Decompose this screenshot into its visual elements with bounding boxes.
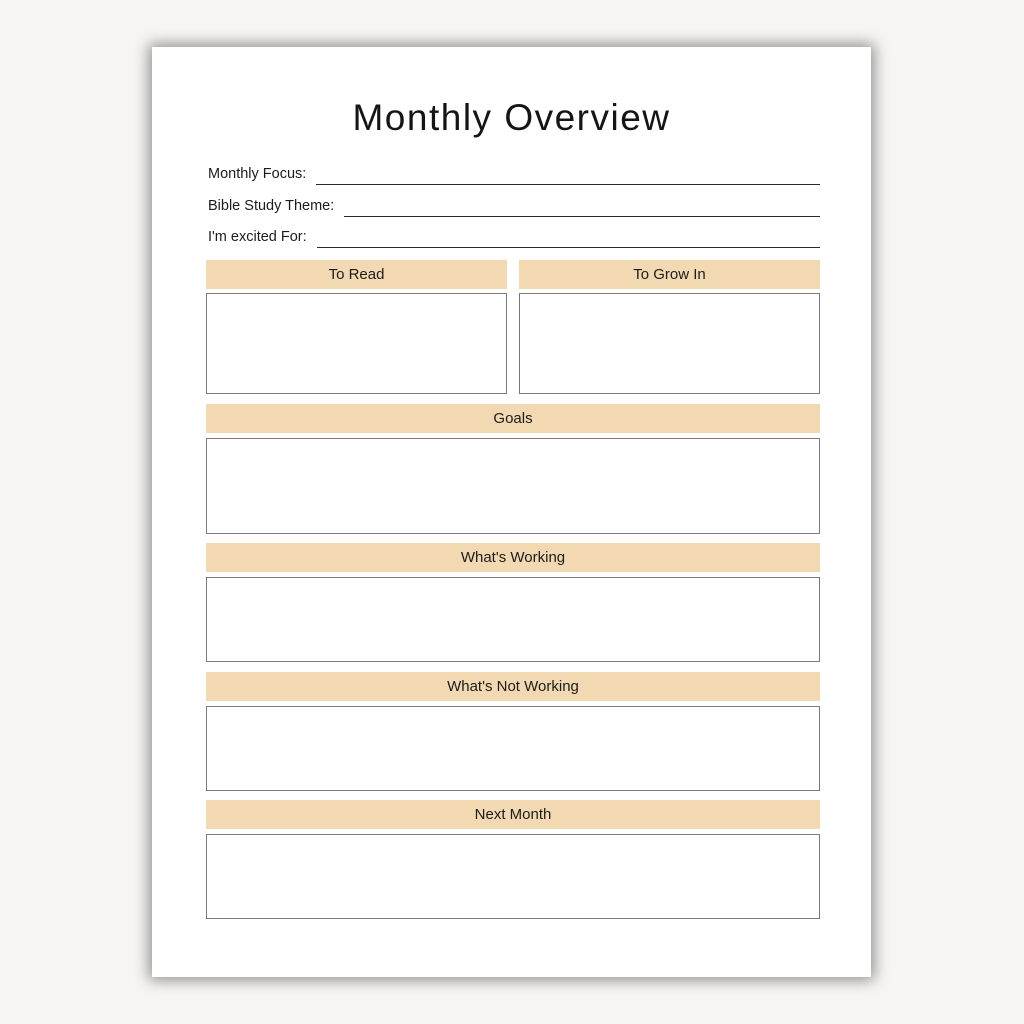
next-month-box[interactable] xyxy=(206,834,820,919)
whats-working-header: What's Working xyxy=(206,543,820,572)
to-read-box[interactable] xyxy=(206,293,507,394)
to-read-header: To Read xyxy=(206,260,507,289)
bible-study-theme-field[interactable] xyxy=(208,195,820,217)
monthly-focus-field[interactable] xyxy=(208,163,820,185)
goals-box[interactable] xyxy=(206,438,820,534)
excited-for-label: I'm excited For: xyxy=(208,229,307,245)
page-title: Monthly Overview xyxy=(352,97,671,138)
to-grow-in-header: To Grow In xyxy=(519,260,820,289)
planner-sheet xyxy=(152,47,871,977)
bible-study-theme-line[interactable] xyxy=(344,215,820,217)
whats-working-box[interactable] xyxy=(206,577,820,662)
excited-for-line[interactable] xyxy=(317,246,820,248)
bible-study-theme-label: Bible Study Theme: xyxy=(208,198,335,214)
next-month-header: Next Month xyxy=(206,800,820,829)
goals-header: Goals xyxy=(206,404,820,433)
whats-not-working-box[interactable] xyxy=(206,706,820,791)
monthly-focus-line[interactable] xyxy=(316,183,820,185)
to-grow-in-box[interactable] xyxy=(519,293,820,394)
monthly-focus-label: Monthly Focus: xyxy=(208,166,307,182)
whats-not-working-header: What's Not Working xyxy=(206,672,820,701)
excited-for-field[interactable] xyxy=(208,226,820,248)
